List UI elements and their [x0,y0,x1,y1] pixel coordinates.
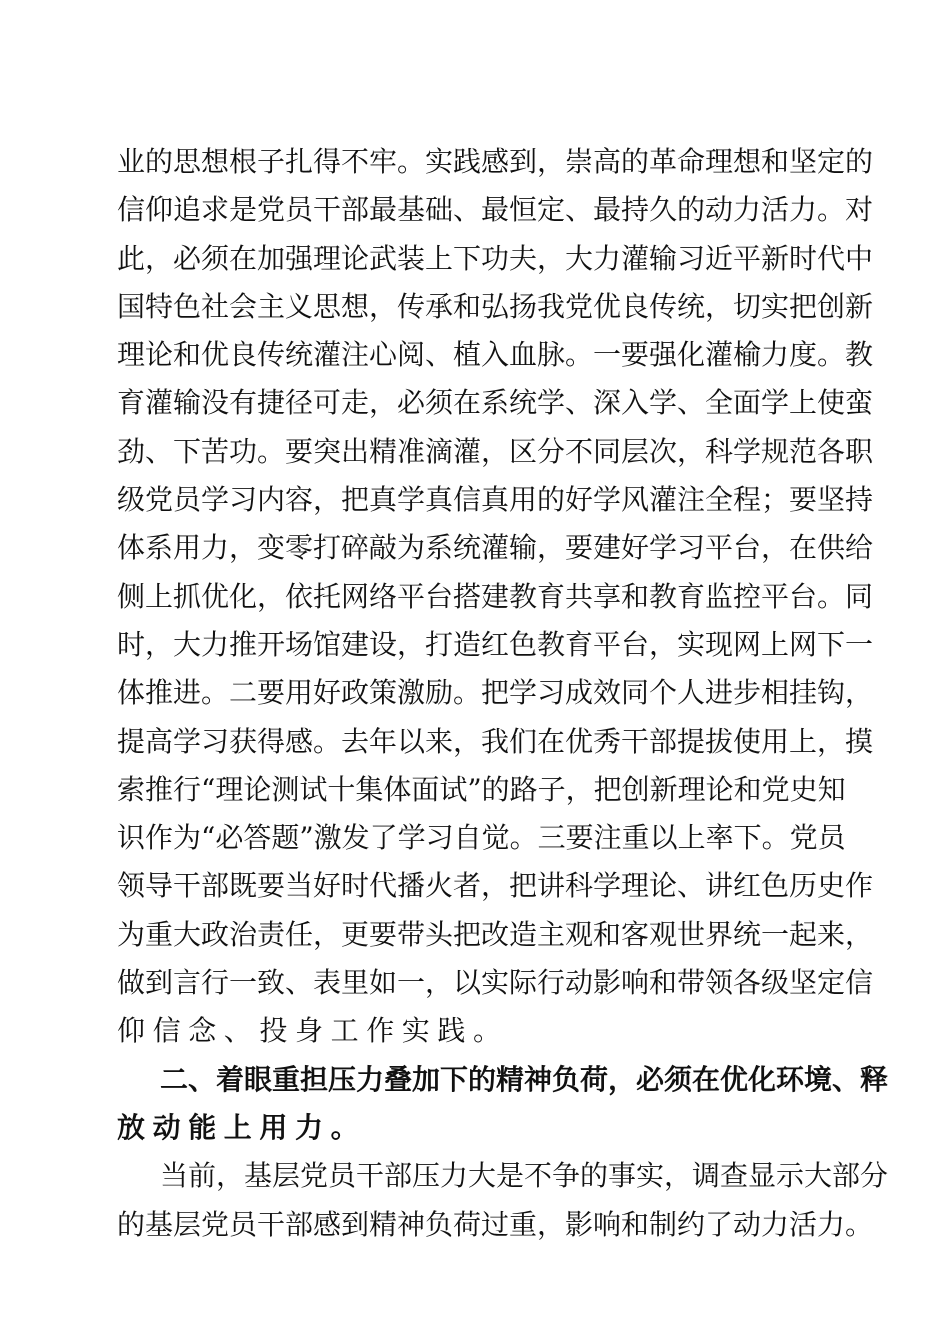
text-line: 做到言行一致、表里如一，以实际行动影响和带领各级坚定信 [117,966,874,1000]
text-line: 侧上抓优化，依托网络平台搭建教育共享和教育监控平台。同 [117,579,874,613]
text-line: 理论和优良传统灌注心阅、植入血脉。一要强化灌榆力度。教 [117,338,874,372]
text-line: 时，大力推开场馆建设，打造红色教育平台，实现网上网下一 [117,627,874,661]
heading-line: 放动能上用力。 [117,1110,367,1144]
document-page [117,138,889,1249]
text-line: 信仰追求是党员干部最基础、最恒定、最持久的动力活力。对 [117,193,874,227]
text-line: 提高学习获得感。去年以来，我们在优秀干部提拔使用上，摸 [117,724,874,758]
text-line: 的基层党员干部感到精神负荷过重，影响和制约了动力活力。 [117,1207,874,1241]
text-line: 索推行“理论测试十集体面试”的路子，把创新理论和党史知 [117,772,846,806]
section-heading [117,1056,889,1153]
body-paragraph [117,1152,889,1249]
text-line: 仰信念、投身工作实践。 [117,1014,509,1048]
text-line: 育灌输没有捷径可走，必须在系统学、深入学、全面学上使蛮 [117,386,874,420]
text-line: 国特色社会主义思想，传承和弘扬我党优良传统，切实把创新 [117,289,874,323]
text-line: 级党员学习内容，把真学真信真用的好学风灌注全程；要坚持 [117,483,874,517]
text-line: 业的思想根子扎得不牢。实践感到，崇高的革命理想和坚定的 [117,145,874,178]
text-line: 体系用力，变零打碎敲为系统灌输，要建好学习平台，在供给 [117,531,874,565]
text-line: 此，必须在加强理论武装上下功夫，大力灌输习近平新时代中 [117,241,874,275]
text-line: 领导干部既要当好时代播火者，把讲科学理论、讲红色历史作 [117,869,874,903]
text-line: 识作为“必答题”激发了学习自觉。三要注重以上率下。党员 [117,821,846,855]
text-line: 劲、下苦功。要突出精准滴灌，区分不同层次，科学规范各职 [117,434,874,468]
heading-line: 二、着眼重担压力叠加下的精神负荷，必须在优化环境、释 [160,1062,889,1096]
body-paragraph [117,138,874,1056]
text-line: 体推进。二要用好政策激励。把学习成效同个人进步相挂钩， [117,676,874,710]
text-line: 为重大政治责任，更要带头把改造主观和客观世界统一起来， [117,917,874,951]
text-line: 当前，基层党员干部压力大是不争的事实，调查显示大部分 [160,1159,889,1193]
